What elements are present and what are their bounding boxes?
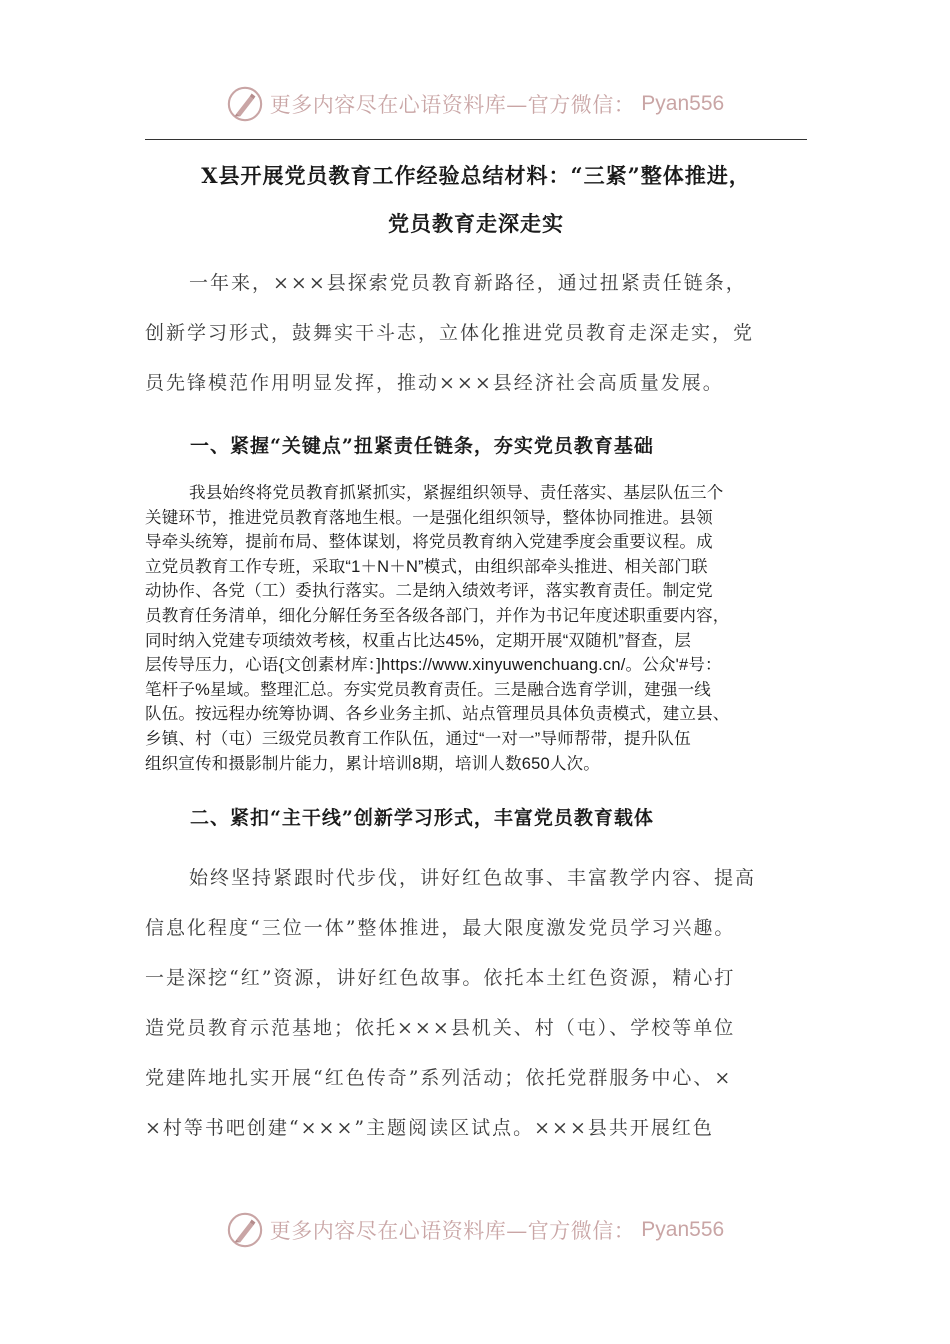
- text-line: 一是深挖“红”资源，讲好红色故事。依托本土红色资源，精心打: [145, 967, 736, 989]
- text-line: 员教育任务清单，细化分解任务至各级各部门，并作为书记年度述职重要内容，: [145, 606, 730, 625]
- section-1-heading: 一、紧握“关键点”扭紧责任链条，夯实党员教育基础: [190, 435, 654, 457]
- banner-wechat-id: Pyan556: [641, 92, 725, 115]
- section-1-paragraph: [145, 481, 807, 776]
- text-line: 动协作、各党（工）委执行落实。二是纳入绩效考评，落实教育责任。制定党: [145, 582, 713, 601]
- text-line: 关键环节，推进党员教育落地生根。一是强化组织领导，整体协同推进。县领: [145, 508, 713, 527]
- text-line: 笔杆子%星域。整理汇总。夯实党员教育责任。三是融合选育学训，建强一线: [145, 680, 711, 699]
- text-line: 一年来，×××县探索党员教育新路径，通过扭紧责任链条，: [189, 272, 747, 294]
- section-2-heading: 二、紧扣“主干线”创新学习形式，丰富党员教育载体: [190, 807, 654, 829]
- text-line: 立党员教育工作专班，采取“1＋N＋N”模式，由组织部牵头推进、相关部门联: [145, 557, 708, 576]
- document-title-line-1: X县开展党员教育工作经验总结材料：“三紧”整体推进，: [201, 163, 751, 188]
- header-rule: [145, 139, 807, 140]
- text-line: 党建阵地扎实开展“红色传奇”系列活动；依托党群服务中心、×: [145, 1067, 733, 1089]
- text-line: 队伍。按远程办统筹协调、各乡业务主抓、站点管理员具体负责模式，建立县、: [145, 705, 730, 724]
- text-line: 组织宣传和摄影制片能力，累计培训8期，培训人数650人次。: [145, 754, 601, 773]
- banner-text: 更多内容尽在心语资料库—官方微信：: [269, 1219, 636, 1243]
- banner-text: 更多内容尽在心语资料库—官方微信：: [269, 93, 636, 117]
- footer-watermark-banner: [0, 1208, 950, 1252]
- pen-logo-icon: [226, 85, 264, 123]
- pen-logo-icon: [226, 1211, 264, 1249]
- text-line: 员先锋模范作用明显发挥，推动×××县经济社会高质量发展。: [145, 372, 724, 394]
- header-watermark-banner: [0, 82, 950, 126]
- text-line: 造党员教育示范基地；依托×××县机关、村（屯）、学校等单位: [145, 1017, 736, 1039]
- text-line: 创新学习形式，鼓舞实干斗志，立体化推进党员教育走深走实，党: [145, 322, 755, 344]
- text-line: 信息化程度“三位一体”整体推进，最大限度激发党员学习兴趣。: [145, 917, 736, 939]
- text-line: 始终坚持紧跟时代步伐，讲好红色故事、丰富教学内容、提高: [189, 867, 757, 889]
- text-line: 导牵头统筹，提前布局、整体谋划，将党员教育纳入党建季度会重要议程。成: [145, 533, 713, 552]
- text-line: ×村等书吧创建“×××”主题阅读区试点。×××县共开展红色: [145, 1117, 714, 1139]
- text-line: 我县始终将党员教育抓紧抓实，紧握组织领导、责任落实、基层队伍三个: [189, 484, 724, 502]
- section-2-paragraph: [145, 853, 807, 1153]
- text-line: 层传导压力，心语{文创素材库：]https://www.xinyuwenchuang.cn/。公众'#号：: [145, 656, 722, 675]
- document-title-line-2: 党员教育走深走实: [388, 211, 564, 236]
- text-line: 同时纳入党建专项绩效考核，权重占比达45%，定期开展“双随机”督查，层: [145, 631, 692, 650]
- text-line: 乡镇、村（屯）三级党员教育工作队伍，通过“一对一”导师帮带，提升队伍: [145, 729, 691, 748]
- banner-wechat-id: Pyan556: [641, 1218, 725, 1241]
- intro-paragraph: [145, 258, 807, 408]
